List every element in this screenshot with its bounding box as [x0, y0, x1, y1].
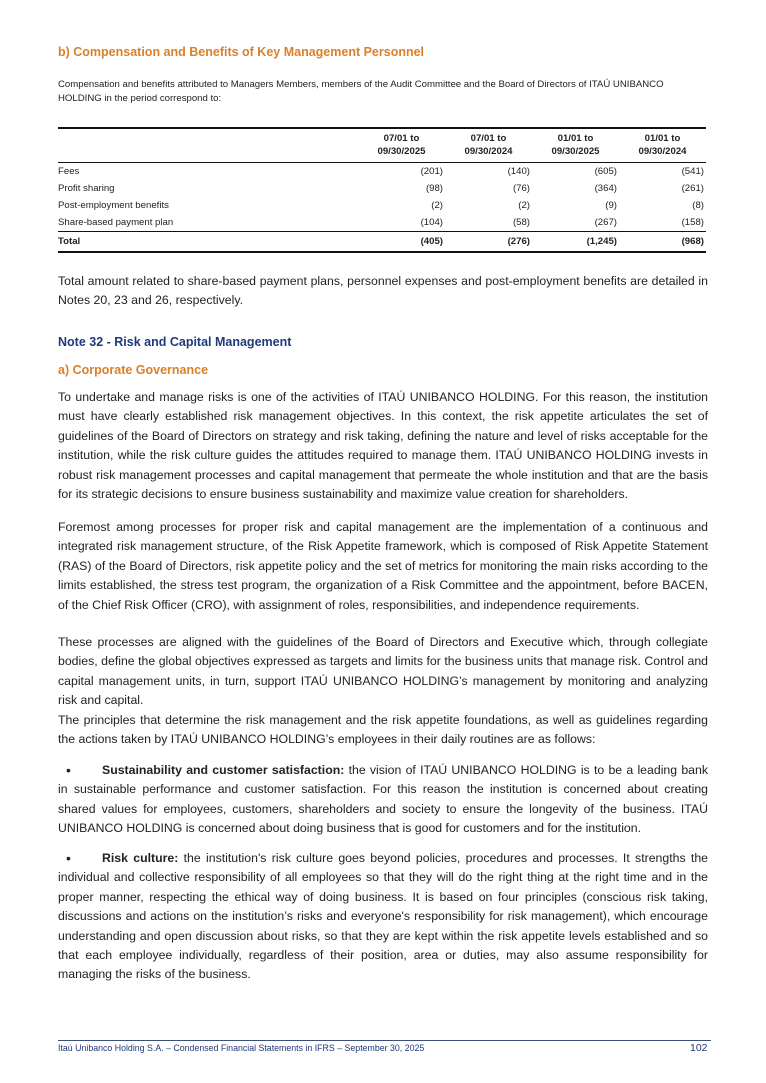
cell-value: (201) — [420, 166, 443, 177]
cell-value: (605) — [594, 166, 617, 177]
cell-value: (98) — [425, 183, 443, 194]
footer-divider — [58, 1040, 711, 1041]
compensation-table — [58, 127, 706, 253]
cell-value: (267) — [594, 217, 617, 228]
cell-value: (364) — [594, 183, 617, 194]
table-row — [58, 214, 706, 232]
footer-text: Itaú Unibanco Holding S.A. – Condensed Financial Statements in IFRS – September 30, 2025 — [58, 1043, 425, 1053]
row-label: Profit sharing — [58, 183, 115, 194]
paragraph-4: The principles that determine the risk management and the risk appetite foundations, as well as guidelines regarding the actions taken by ITAÚ UNIBANCO HOLDING’s employees in their daily routines are as follows: — [58, 713, 708, 747]
total-value: (1,245) — [532, 232, 619, 253]
bullet-text: the vision of ITAÚ UNIBANCO HOLDING is to be a leading bank in sustainable performance and customer satisfaction. For this reason the institution is concerned about creating shared values for employees, customers, shareholders and society to ensure the longevity of the business. ITAÚ UNIBANCO HOLDING is concerned about doing business that is good for customers and for the institution. — [58, 763, 709, 836]
row-label: Post-employment benefits — [58, 200, 169, 211]
column-header: 01/01 to 09/30/2024 — [619, 128, 706, 163]
total-value: (276) — [445, 232, 532, 253]
cell-value: (2) — [518, 200, 530, 211]
table-row — [58, 163, 706, 181]
note-32-heading: Note 32 - Risk and Capital Management — [58, 335, 292, 349]
row-label: Fees — [58, 166, 80, 177]
bullet-term: Sustainability and customer satisfaction: — [102, 763, 345, 777]
cell-value: (58) — [512, 217, 530, 228]
paragraph-3: These processes are aligned with the guidelines of the Board of Directors and Executive which, through collegiate bodies, define the global objectives expressed as targets and limits for the business units that manage risk. Control and capital management units, in turn, support ITAÚ UNIBANCO HOLDING’s management by monitoring and analyzing risk and capital. — [58, 635, 708, 708]
table-total-row — [58, 232, 706, 253]
bullet-icon: • — [66, 850, 71, 866]
page-number: 102 — [690, 1042, 708, 1054]
table-header-row — [58, 128, 706, 163]
cell-value: (541) — [681, 166, 704, 177]
column-header: 01/01 to 09/30/2025 — [532, 128, 619, 163]
cell-value: (9) — [605, 200, 617, 211]
bullet-sustainability — [58, 761, 708, 839]
bullet-text: the institution's risk culture goes beyond policies, procedures and processes. It strengths the individual and collective responsibility of all employees so that they will do the right thing at the right time and in the proper manner, respecting the ethical way of doing business. It is based on four principles (conscious risk taking, discussions and actions on the institution’s risks and everyone's responsibility for risk management), which encourage understanding and open discussion about risks, so that they are kept within the risk appetite levels established and so that each employee individually, regardless of their position, area or duties, may also assume responsibility for managing the risks of the business. — [58, 851, 709, 982]
bullet-term: Risk culture: — [102, 851, 179, 865]
header-label-cell — [58, 128, 358, 163]
total-label: Total — [58, 232, 358, 253]
paragraph-2: Foremost among processes for proper risk and capital management are the implementation of a continuous and integrated risk management structure, of the Risk Appetite framework, which is composed of Risk Appetite Statement (RAS) of the Board of Directors, risk appetite policy and the set of metrics for monitoring the main risks according to the limits established, the stress test program, the organization of a Risk Committee and the appointment, before BACEN, of the Chief Risk Officer (CRO), with assignment of roles, responsibilities, and independence requirements. — [58, 520, 708, 612]
cell-value: (261) — [681, 183, 704, 194]
cell-value: (158) — [681, 217, 704, 228]
paragraph-1: To undertake and manage risks is one of the activities of ITAÚ UNIBANCO HOLDING. For this reason, the institution must have clearly established risk management objectives. In this context, the risk appetite articulates the set of guidelines of the Board of Directors on strategy and risk taking, defining the nature and level of risks acceptable for the institution, while the risk culture guides the attitudes required to manage them. ITAÚ UNIBANCO HOLDING invests in robust risk management processes and capital management that permeate the whole institution and that are the basis for its strategic decisions to ensure business sustainability and maximize value creation for shareholders. — [58, 390, 708, 502]
cell-value: (8) — [692, 200, 704, 211]
column-header: 07/01 to 09/30/2024 — [445, 128, 532, 163]
total-value: (968) — [619, 232, 706, 253]
cell-value: (76) — [512, 183, 530, 194]
cell-value: (104) — [420, 217, 443, 228]
bullet-icon: • — [66, 762, 71, 778]
table-row — [58, 180, 706, 197]
cell-value: (140) — [507, 166, 530, 177]
section-b-heading: b) Compensation and Benefits of Key Management Personnel — [58, 45, 425, 59]
total-value: (405) — [358, 232, 445, 253]
after-table-paragraph: Total amount related to share-based payment plans, personnel expenses and post-employment benefits are detailed in Notes 20, 23 and 26, respectively. — [58, 274, 708, 308]
table-row — [58, 197, 706, 214]
cell-value: (2) — [431, 200, 443, 211]
bullet-risk-culture — [58, 849, 708, 985]
row-label: Share-based payment plan — [58, 217, 174, 228]
corporate-governance-heading: a) Corporate Governance — [58, 363, 209, 377]
column-header: 07/01 to 09/30/2025 — [358, 128, 445, 163]
section-b-intro: Compensation and benefits attributed to Managers Members, members of the Audit Committee and the Board of Directors of ITAÚ UNIBANCO HOLDING in the period correspond to: — [58, 79, 664, 104]
